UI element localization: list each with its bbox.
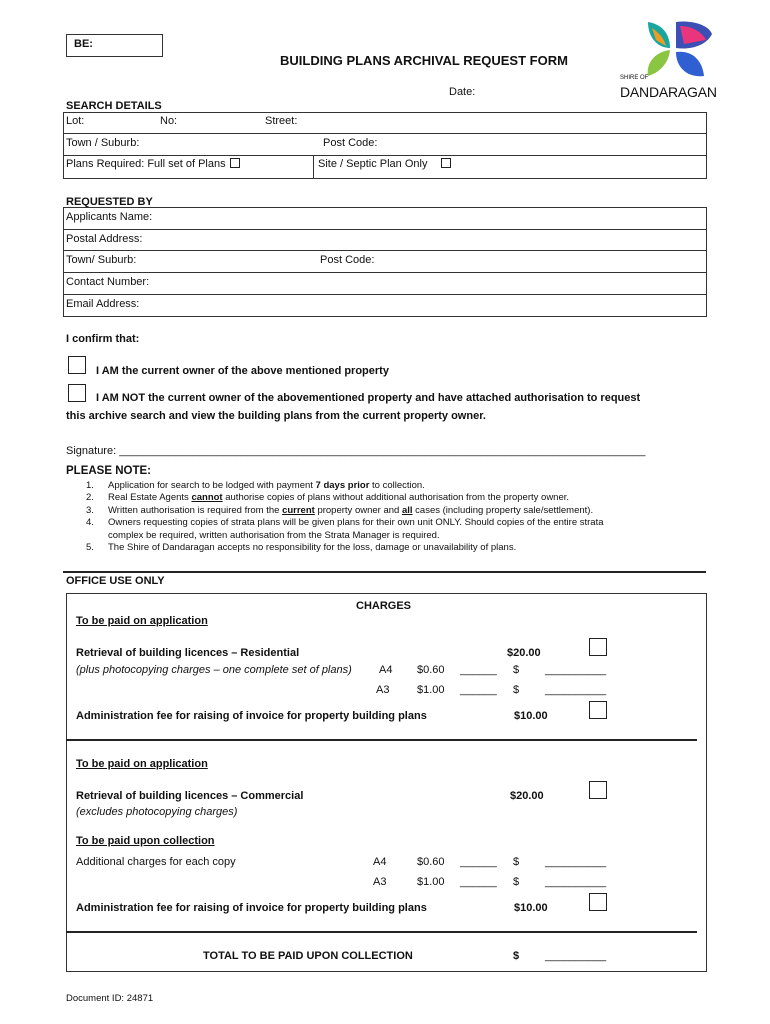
com-a3-price: $1.00 — [417, 876, 445, 888]
please-note-heading: PLEASE NOTE: — [66, 465, 151, 477]
commercial-checkbox[interactable] — [589, 781, 607, 799]
note-item: 1. Application for search to be lodged with payment 7 days prior to collection. — [86, 480, 425, 491]
applicant-name-field[interactable]: Applicants Name: — [66, 211, 153, 223]
logo-dandaragan: DANDARAGAN — [620, 84, 717, 100]
search-town-field[interactable]: Town / Suburb: — [66, 137, 140, 149]
not-owner-label-line1: I AM NOT the current owner of the abovementioned property and have attached authorisation to request — [96, 392, 641, 404]
site-septic-label: Site / Septic Plan Only — [318, 158, 428, 170]
full-set-plans-label: Plans Required: Full set of Plans — [66, 158, 226, 170]
search-postcode-field[interactable]: Post Code: — [323, 137, 378, 149]
commercial-price: $20.00 — [510, 790, 544, 802]
residential-sub: (plus photocopying charges – one complete set of plans) — [76, 664, 352, 676]
residential-price: $20.00 — [507, 647, 541, 659]
res-a4-price: $0.60 — [417, 664, 445, 676]
logo-petals-icon — [618, 20, 718, 82]
total-divider — [66, 931, 697, 933]
commercial-sub: (excludes photocopying charges) — [76, 806, 238, 818]
admin-fee-checkbox-2[interactable] — [589, 893, 607, 911]
search-details-heading: SEARCH DETAILS — [66, 100, 162, 112]
res-a3-qty[interactable]: ______ — [460, 684, 497, 696]
com-a3-qty[interactable]: ______ — [460, 876, 497, 888]
residential-checkbox[interactable] — [589, 638, 607, 656]
form-title: BUILDING PLANS ARCHIVAL REQUEST FORM — [280, 53, 568, 68]
res-a4-total[interactable]: __________ — [545, 664, 607, 676]
paid-on-application-1: To be paid on application — [76, 615, 208, 627]
site-septic-option[interactable] — [318, 158, 451, 170]
admin-fee-label-1: Administration fee for raising of invoice for property building plans — [76, 710, 427, 722]
signature-field[interactable]: Signature: ______________________________________________________________________________________ — [66, 445, 646, 457]
com-a4-price: $0.60 — [417, 856, 445, 868]
com-a4-qty[interactable]: ______ — [460, 856, 497, 868]
note-item: 2. Real Estate Agents cannot authorise copies of plans without additional authorisation from the property owner. — [86, 492, 570, 504]
current-owner-checkbox[interactable] — [68, 356, 86, 374]
com-a4-label: A4 — [373, 856, 387, 868]
lot-field[interactable]: Lot: — [66, 115, 85, 127]
res-a4-qty[interactable]: ______ — [460, 664, 497, 676]
logo-shire-of: SHIRE OF — [620, 75, 649, 81]
site-septic-checkbox[interactable] — [441, 158, 451, 168]
res-a3-total[interactable]: __________ — [545, 684, 607, 696]
note-item: 3. Written authorisation is required from the current property owner and all cases (including property sale/settlement). — [86, 504, 594, 516]
res-a4-dollar: $ — [513, 664, 520, 676]
requested-postcode-field[interactable]: Post Code: — [320, 254, 375, 266]
com-a3-total[interactable]: __________ — [545, 876, 607, 888]
total-field[interactable]: __________ — [545, 950, 607, 962]
admin-fee-price-2: $10.00 — [514, 902, 548, 914]
shire-logo — [618, 20, 718, 102]
full-set-checkbox[interactable] — [230, 158, 240, 168]
street-field[interactable]: Street: — [265, 115, 298, 127]
document-id: Document ID: 24871 — [66, 993, 154, 1004]
not-owner-checkbox[interactable] — [68, 384, 86, 402]
res-a3-label: A3 — [376, 684, 390, 696]
requested-by-heading: REQUESTED BY — [66, 196, 153, 208]
be-label: BE: — [74, 38, 93, 50]
office-top-rule — [63, 571, 706, 573]
admin-fee-checkbox-1[interactable] — [589, 701, 607, 719]
office-use-heading: OFFICE USE ONLY — [66, 575, 165, 587]
requested-by-box — [63, 207, 707, 317]
office-divider — [66, 739, 697, 741]
com-a4-total[interactable]: __________ — [545, 856, 607, 868]
admin-fee-label-2: Administration fee for raising of invoice for property building plans — [76, 902, 427, 914]
not-owner-label-line2: this archive search and view the building plans from the current property owner. — [66, 410, 486, 422]
email-address-field[interactable]: Email Address: — [66, 298, 140, 310]
contact-number-field[interactable]: Contact Number: — [66, 276, 150, 288]
date-label: Date: — [449, 86, 476, 98]
note-item: 4. Owners requesting copies of strata plans will be given plans for their own unit ONLY. Should copies of the entire strata complex be required, written authorisation from the Strata Manager is required. — [86, 517, 604, 541]
additional-charges-label: Additional charges for each copy — [76, 856, 236, 868]
admin-fee-price-1: $10.00 — [514, 710, 548, 722]
postal-address-field[interactable]: Postal Address: — [66, 233, 143, 245]
total-dollar: $ — [513, 950, 520, 962]
notes-list — [86, 480, 686, 554]
charges-heading: CHARGES — [356, 600, 412, 612]
paid-on-application-2: To be paid on application — [76, 758, 208, 770]
current-owner-label: I AM the current owner of the above mentioned property — [96, 365, 389, 377]
paid-upon-collection: To be paid upon collection — [76, 835, 215, 847]
full-set-plans-option[interactable] — [66, 158, 240, 170]
residential-title: Retrieval of building licences – Residential — [76, 647, 300, 659]
com-a3-dollar: $ — [513, 876, 520, 888]
total-label: TOTAL TO BE PAID UPON COLLECTION — [203, 950, 413, 962]
note-item: 5. The Shire of Dandaragan accepts no responsibility for the loss, damage or unavailability of plans. — [86, 542, 517, 554]
res-a4-label: A4 — [379, 664, 393, 676]
com-a4-dollar: $ — [513, 856, 520, 868]
res-a3-price: $1.00 — [417, 684, 445, 696]
com-a3-label: A3 — [373, 876, 387, 888]
res-a3-dollar: $ — [513, 684, 520, 696]
commercial-title: Retrieval of building licences – Commercial — [76, 790, 304, 802]
requested-town-field[interactable]: Town/ Suburb: — [66, 254, 137, 266]
no-field[interactable]: No: — [160, 115, 178, 127]
confirm-heading: I confirm that: — [66, 333, 140, 345]
